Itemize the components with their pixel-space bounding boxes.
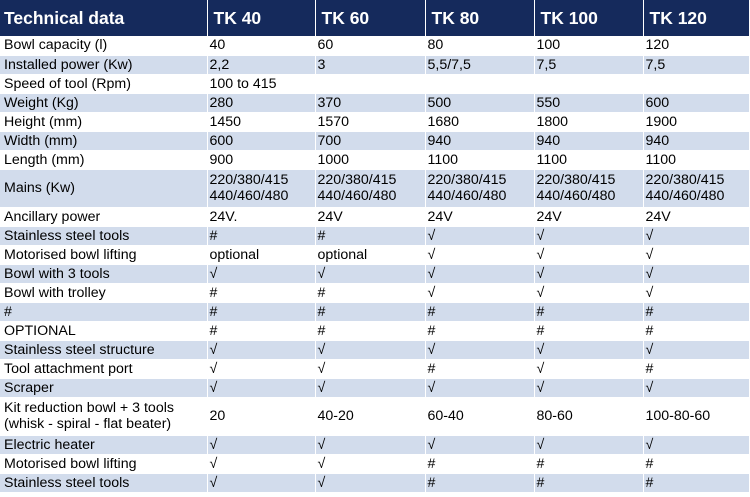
table-row [0,74,749,93]
row-label: OPTIONAL [0,321,207,340]
table-row [0,36,749,55]
row-label: Length (mm) [0,150,207,169]
cell-value: √ [643,264,749,283]
cell-value: √ [425,435,534,454]
cell-value: 60-40 [425,397,534,435]
header-model: TK 80 [425,0,534,36]
row-label: Stainless steel tools [0,473,207,492]
row-label: Mains (Kw) [0,169,207,207]
cell-value: √ [534,340,643,359]
table-row [0,245,749,264]
cell-value: 120 [643,36,749,55]
cell-value: optional [207,245,315,264]
cell-value: √ [315,454,425,473]
cell-value: √ [643,340,749,359]
cell-value [425,74,534,93]
table-row [0,55,749,74]
cell-value: 40-20 [315,397,425,435]
table-row [0,302,749,321]
row-label: Height (mm) [0,112,207,131]
cell-value: √ [207,454,315,473]
cell-value: 1450 [207,112,315,131]
table-row [0,93,749,112]
cell-value: # [534,454,643,473]
cell-value [643,74,749,93]
cell-value: 1570 [315,112,425,131]
row-label: Motorised bowl lifting [0,454,207,473]
cell-value: √ [425,264,534,283]
table-row [0,359,749,378]
cell-value: 940 [534,131,643,150]
cell-value: 20 [207,397,315,435]
cell-value: √ [207,340,315,359]
cell-value: √ [315,378,425,397]
cell-value: √ [315,340,425,359]
cell-value: 7,5 [534,55,643,74]
table-row [0,112,749,131]
cell-value-text: 220/380/415 440/460/480 [209,172,289,204]
cell-value: √ [425,378,534,397]
cell-value: 3 [315,55,425,74]
table-row [0,473,749,492]
cell-value: 600 [207,131,315,150]
cell-value: 40 [207,36,315,55]
cell-value [207,169,315,207]
cell-value [534,169,643,207]
cell-value: # [207,302,315,321]
cell-value: 80-60 [534,397,643,435]
row-label: Tool attachment port [0,359,207,378]
cell-value: # [534,473,643,492]
cell-value: √ [534,226,643,245]
header-row [0,0,749,36]
cell-value: √ [534,264,643,283]
cell-value: 24V [643,207,749,226]
cell-value: √ [315,435,425,454]
cell-value [534,74,643,93]
table-row [0,226,749,245]
cell-value: √ [425,226,534,245]
cell-value: 24V [534,207,643,226]
cell-value: 1100 [534,150,643,169]
table-row [0,435,749,454]
cell-value: # [425,302,534,321]
row-label: # [0,302,207,321]
table-row [0,169,749,207]
table-row [0,131,749,150]
cell-value: # [315,321,425,340]
cell-value: # [425,473,534,492]
header-label: Technical data [0,0,207,36]
cell-value: 2,2 [207,55,315,74]
cell-value: # [425,454,534,473]
row-label-text: Kit reduction bowl + 3 tools (whisk - spiral - flat beater) [4,400,174,432]
cell-value: √ [534,435,643,454]
cell-value: 1000 [315,150,425,169]
cell-value: # [207,321,315,340]
table-row [0,207,749,226]
cell-value: 80 [425,36,534,55]
table-row [0,454,749,473]
cell-value: 24V. [207,207,315,226]
cell-value: # [207,283,315,302]
row-label: Bowl with 3 tools [0,264,207,283]
cell-value: # [643,473,749,492]
cell-value: √ [425,245,534,264]
cell-value: √ [207,435,315,454]
header-model: TK 120 [643,0,749,36]
cell-value: 940 [425,131,534,150]
cell-value: 370 [315,93,425,112]
cell-value: 1100 [425,150,534,169]
cell-value: √ [207,378,315,397]
cell-value: √ [207,473,315,492]
cell-value: 1680 [425,112,534,131]
cell-value: # [315,302,425,321]
cell-value: 100 to 415 [207,74,315,93]
cell-value: # [643,321,749,340]
header-model: TK 60 [315,0,425,36]
cell-value: # [207,226,315,245]
cell-value: √ [643,283,749,302]
cell-value: √ [315,359,425,378]
header-model: TK 100 [534,0,643,36]
row-label: Scraper [0,378,207,397]
cell-value: 24V [425,207,534,226]
cell-value [425,169,534,207]
row-label: Speed of tool (Rpm) [0,74,207,93]
cell-value: 100 [534,36,643,55]
cell-value: 60 [315,36,425,55]
cell-value: √ [534,283,643,302]
header-model: TK 40 [207,0,315,36]
row-label: Ancillary power [0,207,207,226]
cell-value: 24V [315,207,425,226]
cell-value: √ [425,283,534,302]
row-label: Weight (Kg) [0,93,207,112]
cell-value: 700 [315,131,425,150]
cell-value: 5,5/7,5 [425,55,534,74]
cell-value: 600 [643,93,749,112]
cell-value: √ [207,264,315,283]
cell-value: 900 [207,150,315,169]
row-label: Installed power (Kw) [0,55,207,74]
row-label: Motorised bowl lifting [0,245,207,264]
table-row [0,264,749,283]
cell-value: √ [643,245,749,264]
cell-value-text: 220/380/415 440/460/480 [536,172,616,204]
cell-value: √ [643,435,749,454]
row-label: Stainless steel tools [0,226,207,245]
cell-value: √ [207,359,315,378]
table-row [0,321,749,340]
cell-value: 280 [207,93,315,112]
cell-value-text: 220/380/415 440/460/480 [645,172,725,204]
cell-value: # [315,226,425,245]
cell-value: optional [315,245,425,264]
cell-value [643,169,749,207]
cell-value: 550 [534,93,643,112]
cell-value: 940 [643,131,749,150]
cell-value: √ [425,340,534,359]
cell-value-text: 220/380/415 440/460/480 [427,172,507,204]
table-row [0,378,749,397]
cell-value: # [643,302,749,321]
cell-value: 1800 [534,112,643,131]
row-label: Bowl with trolley [0,283,207,302]
cell-value: # [425,321,534,340]
cell-value: 1900 [643,112,749,131]
cell-value: # [643,454,749,473]
row-label: Stainless steel structure [0,340,207,359]
table-row [0,397,749,435]
cell-value [315,74,425,93]
cell-value: # [643,359,749,378]
cell-value: 1100 [643,150,749,169]
cell-value: # [425,359,534,378]
cell-value: 500 [425,93,534,112]
cell-value: √ [534,245,643,264]
cell-value: 100-80-60 [643,397,749,435]
table-row [0,150,749,169]
cell-value: # [534,302,643,321]
cell-value: # [534,321,643,340]
row-label: Electric heater [0,435,207,454]
cell-value: √ [643,226,749,245]
cell-value: √ [315,473,425,492]
cell-value: # [315,283,425,302]
row-label [0,397,207,435]
cell-value: √ [534,359,643,378]
cell-value: 7,5 [643,55,749,74]
row-label: Width (mm) [0,131,207,150]
cell-value: √ [643,378,749,397]
table-row [0,340,749,359]
table-row [0,283,749,302]
cell-value: √ [534,378,643,397]
cell-value-text: 220/380/415 440/460/480 [317,172,397,204]
cell-value: √ [315,264,425,283]
row-label: Bowl capacity (l) [0,36,207,55]
cell-value [315,169,425,207]
